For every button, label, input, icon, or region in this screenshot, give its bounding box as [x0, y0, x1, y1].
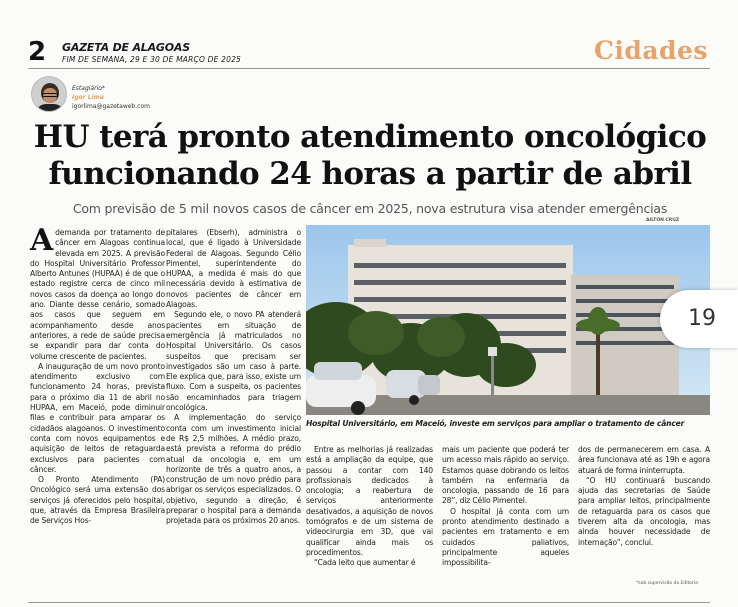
photo-caption: Hospital Universitário, em Maceió, investe em serviços para ampliar o tratamento de câncer [306, 419, 685, 428]
page-number: 2 [28, 37, 47, 67]
paragraph: O Pronto Atendimento (PA) Oncológico será uma extensão dos serviços já oferecidos pelo hospital, que, através da Empresa Brasileira de Serviços Hos- [30, 475, 165, 526]
paragraph: A implementação do serviço conta com um investimento inicial de R$ 2,5 milhões. A médio prazo, está prevista a reforma do prédio atual da oncologia e, em um horizonte de três a quatro anos, a construção de um novo prédio para abrigar os serviços especializados. O objetivo, segundo a direção, é preparar o hospital para a demanda projetada para os próximos 20 anos. [166, 413, 301, 526]
header-rule [28, 68, 710, 69]
paragraph: A inauguração de um novo pronto atendimento exclusivo com funcionamento 24 horas, prevista para o próximo dia 11 de abril no HUPAA, em Maceió, pode diminuir filas e contribuir para amparar os cidadãos alagoanos. O investimento conta com novos equipamentos e aquisição de leitos de retaguarda exclusivos para pacientes com câncer. [30, 361, 165, 474]
section-title: Cidades [593, 36, 708, 65]
article-column-3 [306, 445, 433, 569]
footer-rule [28, 602, 710, 603]
author-role: Estagiário* [72, 85, 105, 92]
paragraph: dos de permanecerem em casa. A área funcionava até as 19h e agora atuará de forma ininterrupta. [578, 445, 710, 475]
newspaper-name: GAZETA DE ALAGOAS [62, 41, 190, 54]
paragraph: “O HU continuará buscando ajuda das secretarias de Saúde para ampliar leitos, principalmente de retaguarda para os casos que tiverem alta da oncologia, mas ainda houver necessidade de internação”, concluí. [578, 475, 710, 547]
paragraph: “Cada leito que aumentar é [314, 558, 416, 568]
paragraph: O hospital já conta com um pronto atendimento destinado a pacientes em tratamento e em cuidados paliativos, principalmente aqueles impossibilita- [442, 506, 569, 568]
article-column-4 [442, 445, 569, 569]
paragraph: pitalares (Ebserh), administra o local, que é ligado à Universidade Federal de Alagoas. Segundo Célio Pimentel, superintendente do HUPAA, a medida é mais do que necessária devido à estimativa de novos pacientes de câncer em Alagoas. [166, 228, 301, 310]
paragraph: Segundo ele, o novo PA atenderá pacientes em situação de emergência já matriculados no Hospital Universitário. Os casos suspeitos que precisam ser investigados são um caso à parte. Ele explica que, para isso, existe um fluxo. Com a suspeita, os pacientes são encaminhados para triagem oncológica. [166, 310, 301, 413]
article-column-5 [578, 445, 710, 548]
page-badge[interactable]: 19 [660, 290, 738, 348]
footnote: *sob supervisão da Editoria [636, 581, 698, 586]
paragraph: Ademanda por tratamento de câncer em Alagoas continua elevada em 2025. A previsão do Hospital Universitário Professor Alberto Antunes (HUPAA) é de que o estado registre cerca de cinco mil novos casos da doença ao longo do ano. Diante desse cenário, somado aos casos que seguem em acompanhamento desde anos anteriores, a rede de saúde precisa se expandir para dar conta do volume crescente de pacientes. [30, 223, 165, 361]
article-column-2 [166, 228, 301, 527]
headline: HU terá pronto atendimento oncológico funcionando 24 horas a partir de abril [33, 119, 707, 192]
author-avatar [31, 76, 67, 112]
photo-credit: AILTON CRUZ [646, 218, 680, 223]
drop-cap: A [30, 223, 54, 258]
byline [72, 84, 150, 111]
subheadline: Com previsão de 5 mil novos casos de câncer em 2025, nova estrutura visa atender emergências [72, 201, 668, 216]
article-column-1 [30, 223, 165, 527]
hospital-photo [306, 225, 710, 415]
author-email[interactable]: igorlima@gazetaweb.com [72, 103, 150, 110]
edition-date: FIM DE SEMANA, 29 E 30 DE MARÇO DE 2025 [62, 55, 242, 64]
paragraph: mais um paciente que poderá ter um acesso mais rápido ao serviço. Estamos quase dobrando os leitos também na enfermaria da oncologia, passando de 16 para 28”, diz Célio Pimentel. [442, 445, 569, 506]
paragraph: Entre as melhorias já realizadas está a ampliação da equipe, que passou a contar com 140 profissionais dedicados à oncologia; a reabertura de serviços anteriormente desativados, a aquisição de novos tomógrafos e de um sistema de videocirurgia em 3D, que vai qualificar ainda mais os procedimentos. [306, 445, 433, 557]
author-name: Igor Lima [72, 94, 104, 101]
